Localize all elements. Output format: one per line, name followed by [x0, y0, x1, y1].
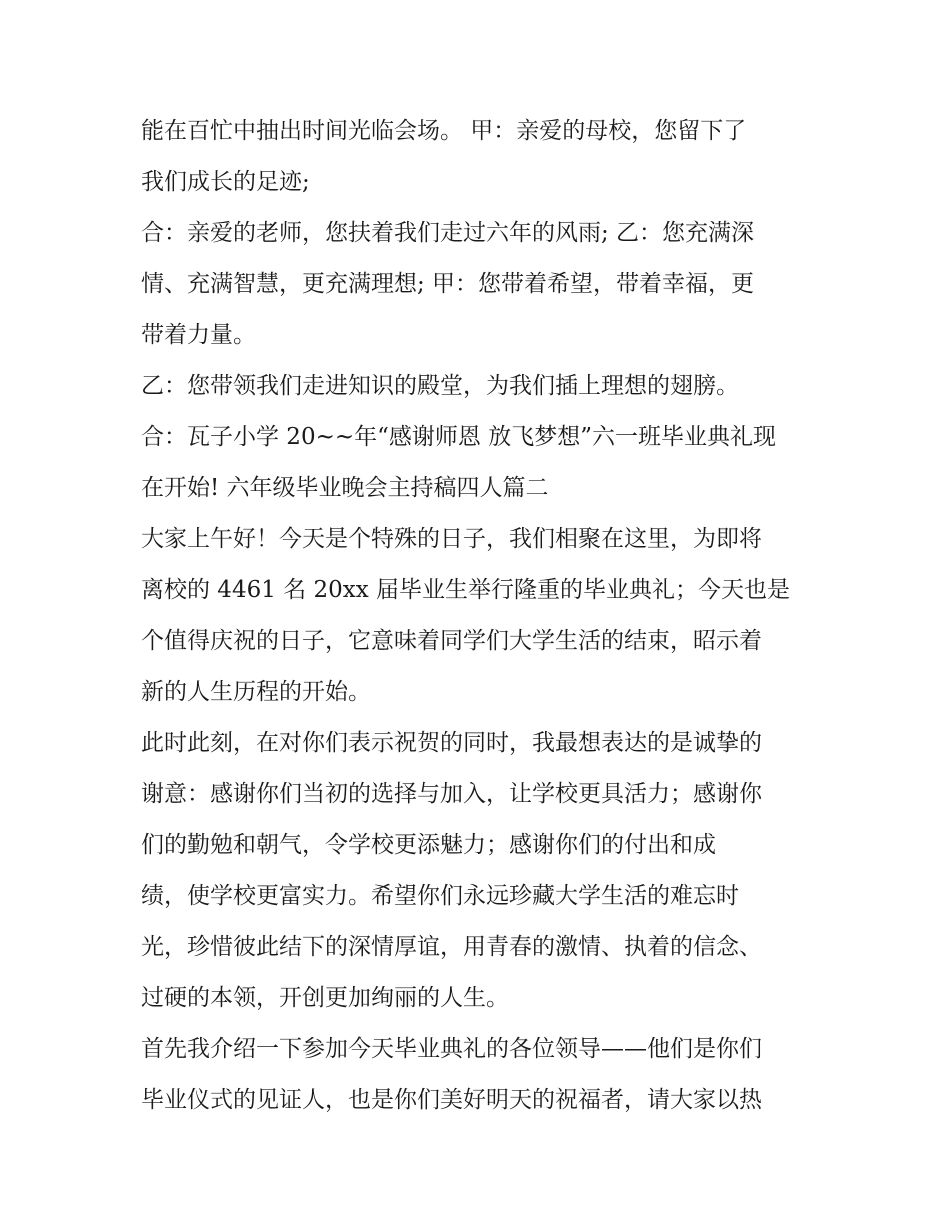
text-line: 首先我介绍一下参加今天毕业典礼的各位领导——他们是你们	[141, 1036, 762, 1062]
text-line: 光，珍惜彼此结下的深情厚谊，用青春的激情、执着的信念、	[141, 934, 762, 960]
text-line: 离校的 4461 名 20xx 届毕业生举行隆重的毕业典礼；今天也是	[141, 577, 790, 603]
text-line: 绩，使学校更富实力。希望你们永远珍藏大学生活的难忘时	[141, 883, 739, 909]
text-line: 个值得庆祝的日子，它意味着同学们大学生活的结束，昭示着	[141, 628, 762, 654]
text-line: 合：亲爱的老师，您扶着我们走过六年的风雨; 乙：您充满深	[141, 220, 755, 246]
text-line: 大家上午好！今天是个特殊的日子，我们相聚在这里，为即将	[141, 526, 762, 552]
text-line: 合：瓦子小学 20~~年“感谢师恩 放飞梦想”六一班毕业典礼现	[141, 424, 776, 450]
document-body	[141, 106, 821, 1126]
text-line: 带着力量。	[141, 322, 256, 348]
text-line: 过硬的本领，开创更加绚丽的人生。	[141, 985, 509, 1011]
text-line: 们的勤勉和朝气，令学校更添魅力；感谢你们的付出和成	[141, 832, 716, 858]
text-line: 毕业仪式的见证人，也是你们美好明天的祝福者，请大家以热	[141, 1087, 762, 1113]
text-line: 谢意：感谢你们当初的选择与加入，让学校更具活力；感谢你	[141, 781, 762, 807]
text-line: 新的人生历程的开始。	[141, 679, 371, 705]
text-line: 情、充满智慧，更充满理想; 甲：您带着希望，带着幸福，更	[141, 271, 755, 297]
text-line: 此时此刻，在对你们表示祝贺的同时，我最想表达的是诚挚的	[141, 730, 762, 756]
text-line: 我们成长的足迹;	[141, 169, 310, 195]
text-line: 乙：您带领我们走进知识的殿堂，为我们插上理想的翅膀。	[141, 373, 739, 399]
text-line: 能在百忙中抽出时间光临会场。 甲：亲爱的母校，您留下了	[141, 118, 747, 144]
text-line: 在开始! 六年级毕业晚会主持稿四人篇二	[141, 475, 549, 501]
